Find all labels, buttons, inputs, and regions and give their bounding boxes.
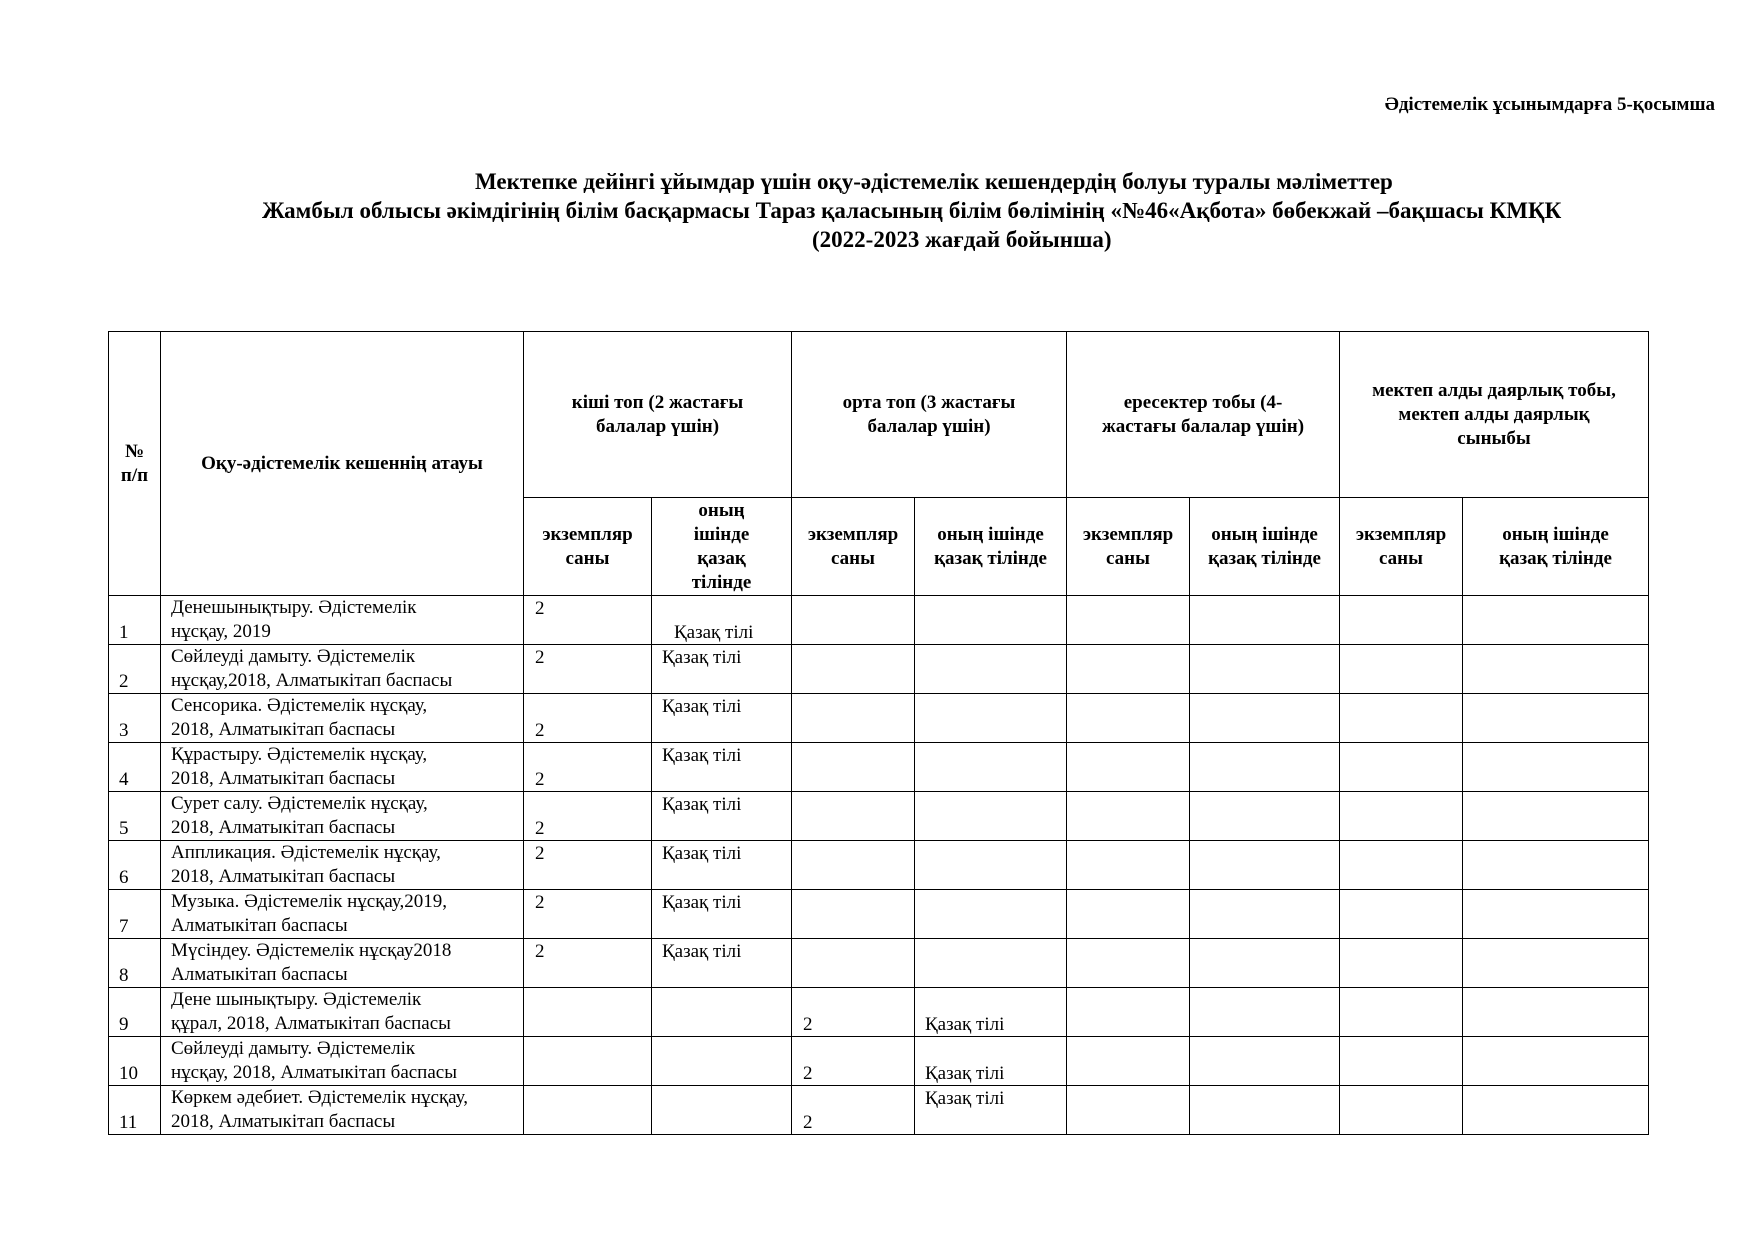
- copies-cell: [1067, 841, 1190, 890]
- header-copies: экземпляр саны: [1067, 498, 1190, 596]
- copies-cell: [524, 1037, 652, 1086]
- copies-cell: [524, 743, 652, 792]
- copies-cell: [524, 841, 652, 890]
- language-cell: [1190, 743, 1340, 792]
- row-number: 3: [119, 720, 129, 741]
- header-group-senior: ересектер тобы (4- жастағы балалар үшін): [1067, 332, 1340, 498]
- language-cell: [1463, 890, 1649, 939]
- copies-cell: [1340, 1086, 1463, 1135]
- copies-cell: [1340, 645, 1463, 694]
- copies-cell: [1340, 596, 1463, 645]
- header-kazakh: оның ішінде қазақ тілінде: [1190, 498, 1340, 596]
- header-copies: экземпляр саны: [792, 498, 915, 596]
- header-group-junior: кіші топ (2 жастағы балалар үшін): [524, 332, 792, 498]
- copies-cell: [792, 792, 915, 841]
- copies-cell: [1067, 694, 1190, 743]
- language-cell: [1190, 1086, 1340, 1135]
- copies-cell: [792, 596, 915, 645]
- language-cell: [1190, 645, 1340, 694]
- row-number-cell: [109, 792, 161, 841]
- copies-value: 2: [535, 769, 545, 790]
- language-cell: [915, 1086, 1067, 1135]
- language-cell: [1190, 596, 1340, 645]
- title-cell: [161, 988, 524, 1037]
- copies-cell: [1067, 596, 1190, 645]
- copies-cell: [524, 1086, 652, 1135]
- copies-cell: [1067, 792, 1190, 841]
- title-line-2: Жамбыл облысы әкімдігінің білім басқармасы Тараз қаласының білім бөлімінің «№46«Ақбота» бөбекжай –бақшасы КМҚК: [262, 198, 1562, 223]
- language-cell: [915, 792, 1067, 841]
- language-cell: [1463, 694, 1649, 743]
- language-cell: [652, 1086, 792, 1135]
- row-number: 9: [119, 1014, 129, 1035]
- language-value: Қазақ тілі: [662, 696, 742, 717]
- row-number-cell: [109, 890, 161, 939]
- title-cell: [161, 1086, 524, 1135]
- copies-value: 2: [535, 647, 545, 668]
- table-row: [109, 890, 1649, 939]
- copies-value: 2: [535, 598, 545, 619]
- header-name: Оқу-әдістемелік кешеннің атауы: [161, 332, 524, 596]
- complex-title: Денешынықтыру. Әдістемелік нұсқау, 2019: [171, 597, 417, 642]
- copies-cell: [1067, 890, 1190, 939]
- copies-value: 2: [803, 1063, 813, 1084]
- table-row: [109, 1086, 1649, 1135]
- row-number-cell: [109, 841, 161, 890]
- language-value: Қазақ тілі: [925, 1088, 1005, 1109]
- complex-title: Сурет салу. Әдістемелік нұсқау, 2018, Алматыкітап баспасы: [171, 793, 428, 838]
- copies-cell: [1067, 743, 1190, 792]
- title-cell: [161, 890, 524, 939]
- complex-title: Сенсорика. Әдістемелік нұсқау, 2018, Алматыкітап баспасы: [171, 695, 428, 740]
- language-cell: [1190, 694, 1340, 743]
- title-cell: [161, 596, 524, 645]
- copies-cell: [1340, 988, 1463, 1037]
- language-value: Қазақ тілі: [662, 647, 742, 668]
- language-cell: [1463, 939, 1649, 988]
- copies-cell: [792, 841, 915, 890]
- row-number: 2: [119, 671, 129, 692]
- copies-cell: [1067, 645, 1190, 694]
- header-group-preschool: мектеп алды даярлық тобы, мектеп алды даярлық сыныбы: [1340, 332, 1649, 498]
- row-number: 6: [119, 867, 129, 888]
- complex-title: Мүсіндеу. Әдістемелік нұсқау2018 Алматыкітап баспасы: [171, 940, 452, 985]
- header-kazakh: оның ішінде қазақ тілінде: [1463, 498, 1649, 596]
- copies-cell: [524, 792, 652, 841]
- copies-cell: [792, 939, 915, 988]
- row-number-cell: [109, 743, 161, 792]
- copies-cell: [524, 988, 652, 1037]
- language-cell: [1463, 1086, 1649, 1135]
- copies-cell: [1067, 1086, 1190, 1135]
- language-cell: [1190, 792, 1340, 841]
- language-cell: [652, 645, 792, 694]
- complex-title: Дене шынықтыру. Әдістемелік құрал, 2018, Алматыкітап баспасы: [171, 989, 451, 1034]
- copies-cell: [792, 743, 915, 792]
- language-cell: [915, 743, 1067, 792]
- language-cell: [652, 694, 792, 743]
- language-value: Қазақ тілі: [662, 794, 742, 815]
- row-number: 1: [119, 622, 129, 643]
- table-row: [109, 841, 1649, 890]
- language-cell: [1463, 1037, 1649, 1086]
- copies-cell: [524, 596, 652, 645]
- complex-title: Сөйлеуді дамыту. Әдістемелік нұсқау, 2018, Алматыкітап баспасы: [171, 1038, 457, 1083]
- language-cell: [1463, 743, 1649, 792]
- copies-cell: [792, 694, 915, 743]
- copies-cell: [524, 645, 652, 694]
- language-cell: [915, 890, 1067, 939]
- row-number: 10: [119, 1063, 138, 1084]
- language-cell: [1190, 890, 1340, 939]
- language-cell: [1463, 792, 1649, 841]
- table-row: [109, 694, 1649, 743]
- language-cell: [1190, 841, 1340, 890]
- title-cell: [161, 694, 524, 743]
- copies-cell: [1340, 694, 1463, 743]
- title-cell: [161, 939, 524, 988]
- language-cell: [652, 890, 792, 939]
- row-number: 5: [119, 818, 129, 839]
- language-cell: [1190, 1037, 1340, 1086]
- table-row: [109, 1037, 1649, 1086]
- row-number-cell: [109, 645, 161, 694]
- language-cell: [915, 841, 1067, 890]
- language-value: Қазақ тілі: [925, 1063, 1005, 1084]
- language-cell: [1190, 988, 1340, 1037]
- title-cell: [161, 645, 524, 694]
- row-number-cell: [109, 939, 161, 988]
- header-copies: экземпляр саны: [1340, 498, 1463, 596]
- copies-cell: [1340, 1037, 1463, 1086]
- title-cell: [161, 1037, 524, 1086]
- copies-cell: [792, 890, 915, 939]
- row-number: 4: [119, 769, 129, 790]
- copies-cell: [792, 645, 915, 694]
- table-row: [109, 645, 1649, 694]
- copies-cell: [792, 1086, 915, 1135]
- header-num: № п/п: [109, 332, 161, 596]
- header-group-middle: орта топ (3 жастағы балалар үшін): [792, 332, 1067, 498]
- title-cell: [161, 792, 524, 841]
- language-value: Қазақ тілі: [662, 892, 742, 913]
- language-cell: [1190, 939, 1340, 988]
- title-cell: [161, 743, 524, 792]
- copies-cell: [1340, 890, 1463, 939]
- language-cell: [915, 1037, 1067, 1086]
- table-row: [109, 939, 1649, 988]
- language-cell: [915, 645, 1067, 694]
- row-number: 8: [119, 965, 129, 986]
- title-line-3: (2022-2023 жағдай бойынша): [812, 227, 1112, 252]
- language-cell: [915, 694, 1067, 743]
- copies-cell: [524, 890, 652, 939]
- complex-title: Құрастыру. Әдістемелік нұсқау, 2018, Алматыкітап баспасы: [171, 744, 428, 789]
- language-value: Қазақ тілі: [662, 941, 742, 962]
- copies-value: 2: [535, 720, 545, 741]
- complex-title: Көркем әдебиет. Әдістемелік нұсқау, 2018, Алматыкітап баспасы: [171, 1087, 468, 1132]
- language-cell: [652, 988, 792, 1037]
- language-cell: [915, 596, 1067, 645]
- language-cell: [652, 743, 792, 792]
- copies-cell: [1340, 841, 1463, 890]
- copies-value: 2: [535, 892, 545, 913]
- language-value: Қазақ тілі: [925, 1014, 1005, 1035]
- copies-cell: [1340, 939, 1463, 988]
- copies-value: 2: [535, 818, 545, 839]
- copies-cell: [1340, 792, 1463, 841]
- row-number-cell: [109, 1086, 161, 1135]
- row-number-cell: [109, 1037, 161, 1086]
- language-value: Қазақ тілі: [662, 745, 742, 766]
- row-number: 7: [119, 916, 129, 937]
- language-cell: [652, 792, 792, 841]
- title-line-1: Мектепке дейінгі ұйымдар үшін оқу-әдістемелік кешендердің болуы туралы мәліметтер: [475, 169, 1393, 194]
- row-number: 11: [119, 1112, 138, 1133]
- annex-label: Әдістемелік ұсынымдарға 5-қосымша: [1384, 94, 1715, 115]
- header-kazakh: оның ішінде қазақ тілінде: [652, 498, 792, 596]
- copies-cell: [792, 1037, 915, 1086]
- copies-cell: [1340, 743, 1463, 792]
- header-copies: экземпляр саны: [524, 498, 652, 596]
- language-value: Қазақ тілі: [674, 622, 754, 643]
- copies-cell: [1067, 988, 1190, 1037]
- table-row: [109, 596, 1649, 645]
- copies-value: 2: [535, 941, 545, 962]
- language-cell: [652, 596, 792, 645]
- copies-cell: [524, 694, 652, 743]
- copies-cell: [1067, 1037, 1190, 1086]
- language-cell: [915, 988, 1067, 1037]
- complex-title: Аппликация. Әдістемелік нұсқау, 2018, Алматыкітап баспасы: [171, 842, 441, 887]
- copies-cell: [1067, 939, 1190, 988]
- language-cell: [1463, 596, 1649, 645]
- language-cell: [652, 841, 792, 890]
- row-number-cell: [109, 596, 161, 645]
- complex-title: Сөйлеуді дамыту. Әдістемелік нұсқау,2018, Алматыкітап баспасы: [171, 646, 453, 691]
- language-cell: [1463, 988, 1649, 1037]
- row-number-cell: [109, 988, 161, 1037]
- language-cell: [1463, 841, 1649, 890]
- complex-title: Музыка. Әдістемелік нұсқау,2019, Алматыкітап баспасы: [171, 891, 448, 936]
- row-number-cell: [109, 694, 161, 743]
- table-row: [109, 743, 1649, 792]
- language-value: Қазақ тілі: [662, 843, 742, 864]
- table-row: [109, 988, 1649, 1037]
- language-cell: [1463, 645, 1649, 694]
- copies-value: 2: [535, 843, 545, 864]
- copies-value: 2: [803, 1014, 813, 1035]
- language-cell: [652, 1037, 792, 1086]
- copies-cell: [792, 988, 915, 1037]
- table-row: [109, 792, 1649, 841]
- methodical-complex-table: [108, 331, 1649, 1135]
- header-kazakh: оның ішінде қазақ тілінде: [915, 498, 1067, 596]
- language-cell: [915, 939, 1067, 988]
- language-cell: [652, 939, 792, 988]
- copies-value: 2: [803, 1112, 813, 1133]
- copies-cell: [524, 939, 652, 988]
- document-title: [0, 167, 1755, 254]
- title-cell: [161, 841, 524, 890]
